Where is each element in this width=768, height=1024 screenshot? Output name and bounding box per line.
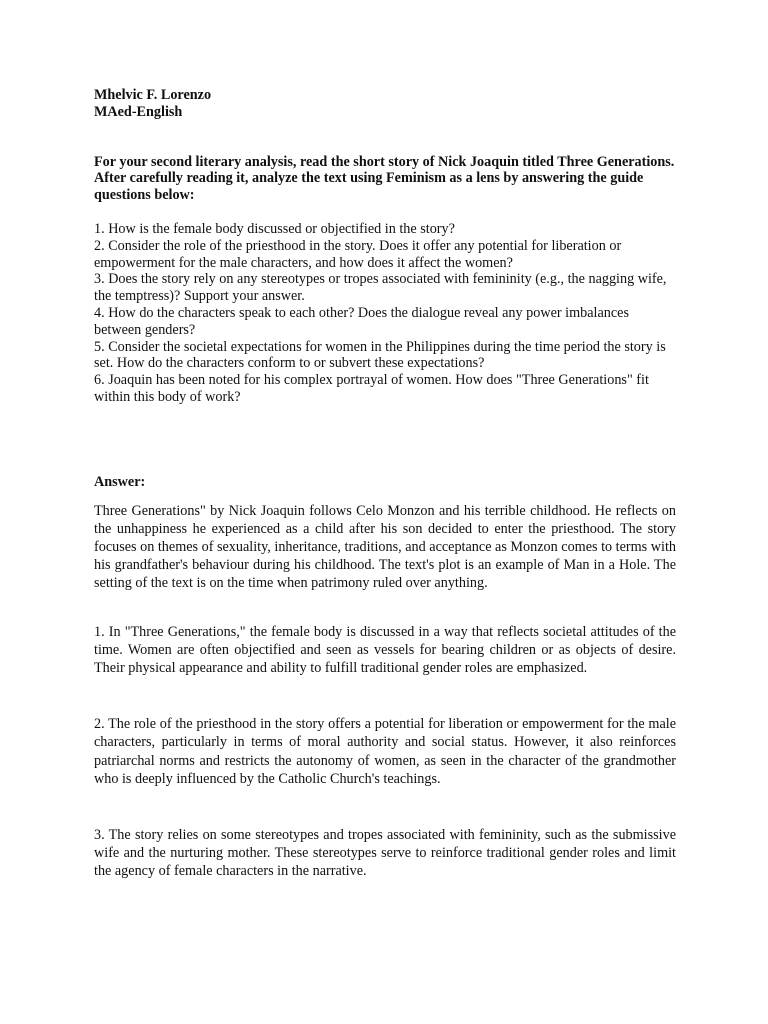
- guide-questions: [94, 221, 676, 406]
- author-name: Mhelvic F. Lorenzo: [94, 87, 212, 103]
- guide-question: 1. How is the female body discussed or objectified in the story?: [94, 220, 455, 237]
- assignment-prompt: For your second literary analysis, read the short story of Nick Joaquin titled Three Generations. After carefully reading it, analyze the text using Feminism as a lens by answering the guide questions below:: [94, 153, 675, 204]
- document-page: [94, 87, 676, 881]
- guide-question: 6. Joaquin has been noted for his complex portrayal of women. How does "Three Generations" fit within this body of work?: [94, 372, 649, 405]
- guide-question: 3. Does the story rely on any stereotypes or tropes associated with femininity (e.g., the nagging wife, the temptress)? Support your answer.: [94, 271, 667, 305]
- answer-heading: Answer:: [94, 473, 146, 490]
- answer-intro-paragraph: Three Generations" by Nick Joaquin follows Celo Monzon and his terrible childhood. He reflects on the unhappiness he experienced as a child after his son decided to enter the priesthood. The story focuses on themes of sexuality, inheritance, traditions, and acceptance as Monzon comes to terms with his grandfather's behaviour during his childhood. The text's plot is an example of Man in a Hole. The setting of the text is on the time when patrimony ruled over anything.: [94, 502, 676, 592]
- answer-paragraph: 2. The role of the priesthood in the story offers a potential for liberation or empowerment for the male characters, particularly in terms of moral authority and social status. However, it also reinforces patriarchal norms and restricts the autonomy of women, as seen in the character of the grandmother who is deeply influenced by the Catholic Church's teachings.: [94, 716, 676, 787]
- guide-question: 5. Consider the societal expectations for women in the Philippines during the time period the story is set. How do the characters conform to or subvert these expectations?: [94, 338, 666, 372]
- guide-question: 4. How do the characters speak to each other? Does the dialogue reveal any power imbalances between genders?: [94, 304, 629, 338]
- answer-paragraph: 3. The story relies on some stereotypes and tropes associated with femininity, such as the submissive wife and the nurturing mother. These stereotypes serve to reinforce traditional gender roles and limit the agency of female characters in the narrative.: [94, 826, 676, 880]
- guide-question: 2. Consider the role of the priesthood in the story. Does it offer any potential for liberation or empowerment for the male characters, and how does it affect the women?: [94, 237, 622, 271]
- answer-paragraph: 1. In "Three Generations," the female body is discussed in a way that reflects societal attitudes of the time. Women are often objectified and seen as vessels for bearing children or as objects of desire. Their physical appearance and ability to fulfill traditional gender roles are emphasized.: [94, 623, 676, 676]
- author-program: MAed-English: [94, 103, 183, 120]
- author-block: [94, 87, 676, 121]
